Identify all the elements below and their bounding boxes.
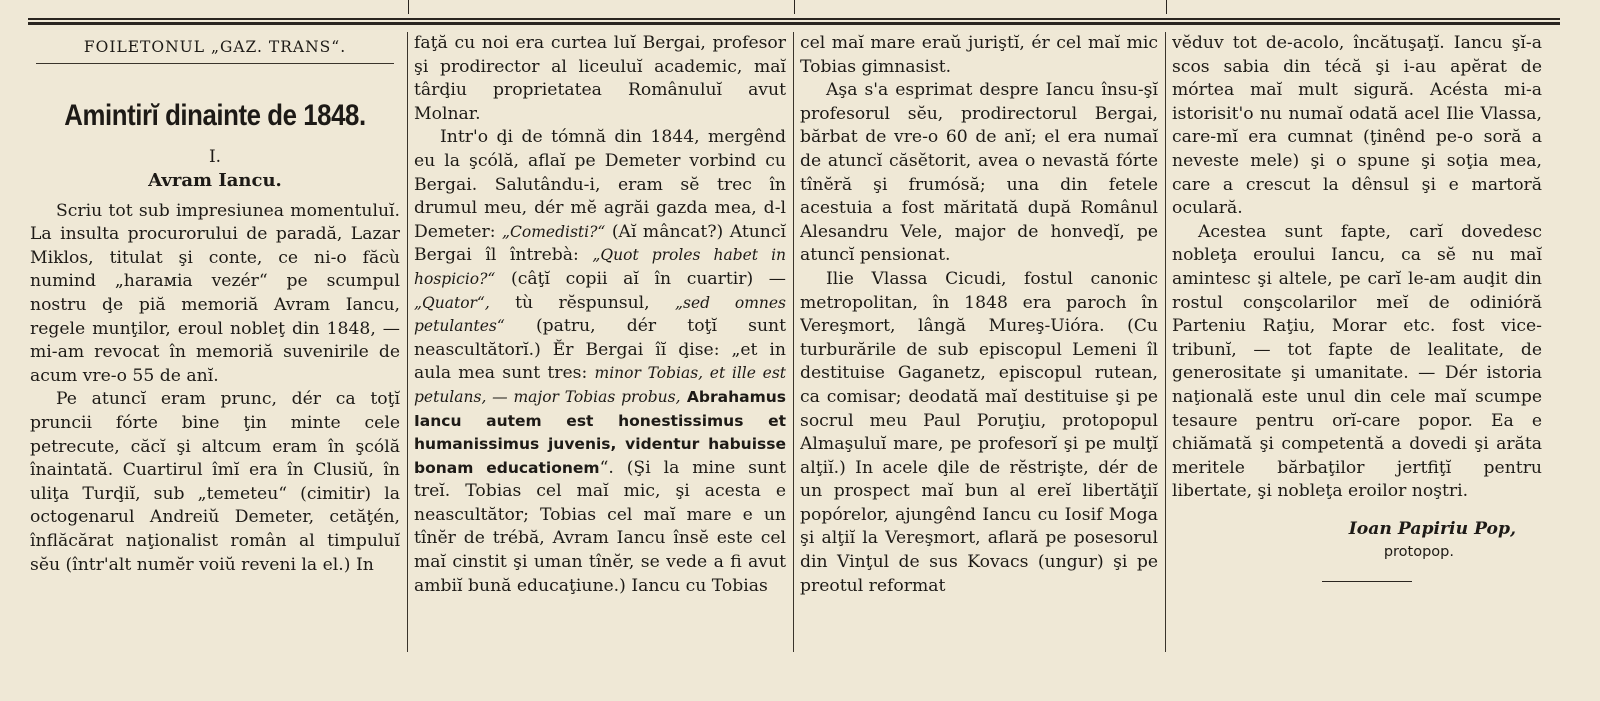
column-1 [30,32,400,692]
text-run: “. (Şi la mine sunt treĭ. Tobias cel maĭ mic, şi acesta e neascultător; Tobias cel maĭ mare e un tînĕr de trébă, Avram Iancu însĕ este cel maĭ cinstit şi uman tînĕr, se vede a fi avut ambiĭ bună educaţiune.) Iancu cu Tobias [414,457,786,596]
paragraph: faţă cu noi era curtea luĭ Bergai, profesor şi prodirector al liceuluĭ academic, maĭ târḑiu proprietatea Românuluĭ avut Molnar. [414,33,786,124]
text-run: (câţĭ copii aĭ în cuartir) — [510,268,786,289]
latin-quote: minor Tobias, et ille est petulans, — major Tobias probus, [414,364,786,406]
text-run: tù rĕspunsul, [515,292,650,313]
latin-quote: „Quator“, [414,293,490,312]
article-part-number: I. [208,146,222,167]
paragraph: vĕduv tot de-acolo, încătuşaţĭ. Iancu şĭ-a scos sabia din técă şi i-au apĕrat de mórtea maĭ mult sigură. Acésta mi-a istorisit'o nu numaĭ odată acel Ilie Vlassa, care-mĭ era cumnat (ţinênd pe-o soră a neveste mele) şi o spune şi soţia mea, care a crescut la dênsul şi e martoră oculară. [1172,33,1542,219]
article-subtitle: Avram Iancu. [148,169,282,191]
header-rule-thick [28,22,1560,25]
top-column-tick [794,0,795,14]
top-column-tick [408,0,409,14]
author-title: protopop. [1383,544,1454,561]
paragraph: cel maĭ mare eraŭ juriştĭ, ér cel maĭ mic Tobias gimnasist. [800,33,1158,77]
paragraph: Scriu tot sub impresiunea momentuluĭ. La insulta procurorului de paradă, Lazar Miklos, titulat şi conte, ce ni-o făcù numind „harамia vezér“ pe scumpul nostru ḑe piă memoriă Avram Iancu, regele munţilor, eroul nobleţ din 1848, — mi-am revocat în memoriă suvenirile de acum vre-o 55 de anĭ. [30,200,400,386]
latin-quote: „sed omnes petulantes“ [414,293,786,336]
latin-quote: „Quot proles habet in hospicio?“ [414,246,786,288]
paragraph: Aşa s'a esprimat despre Iancu însu-şĭ profesorul sĕu, prodirectorul Bergai, bărbat de vre-o 60 de anĭ; el era numaĭ de atuncĭ căsĕtorit, avea o nevastă fórte tînĕră şi frumósă; una din fetele acestuia a fost măritată după Românul Alesandru Vele, major de honveḑĭ, pe atuncĭ pensionat. [800,80,1158,266]
paragraph: Pe atuncĭ eram prunc, dér ca toţĭ pruncii fórte bine ţin minte cele petrecute, căcĭ şi altcum eram în şcólă înaintată. Cuartirul îmĭ era în Clusiŭ, în uliţa Turḑiĭ, sub „temeteu“ (cimitir) la octogenarul Andreiŭ Demeter, cetăţén, înflăcărat naţionalist român al timpuluĭ sĕu (într'alt numĕr voiŭ reveni la el.) In [30,389,400,575]
paragraph: Ilie Vlassa Cicudi, fostul canonic metropolitan, în 1848 era paroch în Vereşmort, lângă Mureş-Uióra. (Cu turburările de sub episcopul Lemeni îl destituise Gaganetz, episcopul rutean, ca comisar; deodată maĭ destituise şi pe socrul meu Paul Poruţiu, protopopul Almaşuluĭ mare, pe profesorĭ şi pe mulţĭ alţiĭ.) In acele ḑile de rĕstrişte, dér de un prospect maĭ bun al ereĭ libertăţiĭ popórelor, ajungênd Iancu cu Iosif Moga şi alţiĭ la Vereşmort, aflară pe posesorul din Vinţul de sus Kovacs (ungur) şi pe preotul reformat [800,268,1158,596]
column-2 [414,32,786,692]
paragraph: Acestea sunt fapte, carĭ dovedesc nobleţa eroului Iancu, ca sĕ nu maĭ amintesc şi altele, pe carĭ le-am auḑit din rostul conşcolarilor meĭ de odinióră Parteniu Raţiu, Morar etc. fost vice-tribunĭ, — tot fapte de lealitate, de generositate şi umanitate. — Dér istoria naţională este unul din cele maĭ scumpe tesaure pentru orĭ-care popor. Ea e chiămată şi competentă a dovedi şi arăta meritele bărbaţilor jertfiţĭ pentru libertate, şi nobleţa eroilor noştri. [1172,221,1542,502]
latin-quote: „Comedisti?“ [502,222,606,241]
column-4 [1172,32,1542,692]
text-run: Intr'o ḑi de tómnă din 1844, mergênd eu la şcólă, aflaĭ pe Demeter vorbind cu Bergai. Salutându-i, eram sĕ trec în drumul meu, dér mĕ agrăi gazda mea, d-l Demeter: [414,127,786,242]
author-signature: Ioan Papiriu Pop, [1348,518,1516,539]
header-rule-thin [28,18,1560,20]
end-rule [1322,581,1412,582]
column-divider [1165,32,1166,652]
column-3 [800,32,1158,692]
bold-latin-quote: Abrahamus Iancu autem est honestissimus et humanissimus juvenis, videntur habuisse bonam educationem [414,387,786,477]
text-run: (Aĭ mâncat?) Atuncĭ Bergai îl întrebà: [414,221,786,266]
text-run: (patru, dér toţĭ sunt neascultătorĭ.) Ĕr Bergai îĭ ḑise: „et in aula mea sunt tres: [414,316,786,384]
article-title: Amintirĭ dinainte de 1848. [64,98,366,132]
top-column-tick [1166,0,1167,14]
paragraph-with-quotes [414,126,786,598]
column-divider [793,32,794,652]
column-divider [407,32,408,652]
feuilleton-header: FOILETONUL „GAZ. TRANS“. [36,36,394,64]
